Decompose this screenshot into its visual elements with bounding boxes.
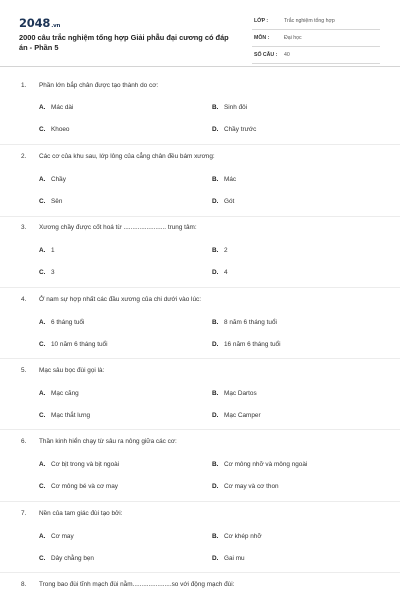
option-letter: C. bbox=[39, 483, 46, 490]
option-letter: D. bbox=[212, 198, 219, 205]
option-letter: B. bbox=[212, 247, 219, 254]
question-text bbox=[21, 296, 201, 303]
option-letter: D. bbox=[212, 412, 219, 419]
option-text: Sên bbox=[51, 198, 63, 205]
question-text bbox=[21, 153, 215, 160]
option-text: Mác bbox=[224, 176, 237, 183]
option-text: Cơ may bbox=[51, 533, 74, 540]
option-text: 10 năm 6 tháng tuổi bbox=[51, 341, 108, 348]
question-divider bbox=[0, 358, 400, 359]
meta-key: MÔN : bbox=[254, 35, 270, 41]
question-number: 3. bbox=[21, 224, 27, 231]
header-divider bbox=[0, 66, 400, 67]
option-letter: B. bbox=[212, 461, 219, 468]
option-b[interactable] bbox=[212, 319, 277, 326]
option-c[interactable] bbox=[39, 269, 55, 276]
option-letter: D. bbox=[212, 269, 219, 276]
option-text: 3 bbox=[51, 269, 55, 276]
question-text bbox=[21, 224, 197, 231]
question-stem: Các cơ của khu sau, lớp lông của cẳng chân đều bám xương: bbox=[39, 153, 215, 160]
option-text: Mạc Dartos bbox=[224, 390, 257, 397]
question-divider bbox=[0, 429, 400, 430]
option-text: 1 bbox=[51, 247, 55, 254]
question-stem: Xương chầy được cốt hoá từ ........................ trung tâm: bbox=[39, 224, 197, 231]
option-letter: C. bbox=[39, 412, 46, 419]
option-letter: C. bbox=[39, 555, 46, 562]
question-number: 5. bbox=[21, 367, 27, 374]
option-letter: A. bbox=[39, 533, 46, 540]
option-letter: A. bbox=[39, 319, 46, 326]
option-text: Khoeo bbox=[51, 126, 70, 133]
meta-key: SỐ CÂU : bbox=[254, 52, 278, 58]
question-stem: Nền của tam giác đùi tạo bởi: bbox=[39, 510, 123, 517]
option-text: 16 năm 6 tháng tuổi bbox=[224, 341, 281, 348]
meta-value: Trắc nghiệm tổng hợp bbox=[284, 18, 335, 24]
document-title: 2000 câu trắc nghiệm tổng hợp Giải phẫu đại cương có đáp án - Phần 5 bbox=[19, 33, 229, 52]
option-letter: D. bbox=[212, 126, 219, 133]
question-divider bbox=[0, 572, 400, 573]
option-a[interactable] bbox=[39, 319, 84, 326]
question-text bbox=[21, 367, 104, 374]
option-letter: A. bbox=[39, 461, 46, 468]
question-divider bbox=[0, 216, 400, 217]
option-a[interactable] bbox=[39, 247, 55, 254]
question-number: 2. bbox=[21, 153, 27, 160]
option-text: Cơ may và cơ thon bbox=[224, 483, 279, 490]
page-header bbox=[0, 0, 400, 66]
option-b[interactable] bbox=[212, 176, 236, 183]
option-text: Gót bbox=[224, 198, 235, 205]
option-letter: A. bbox=[39, 104, 46, 111]
option-c[interactable] bbox=[39, 555, 94, 562]
option-text: Cơ mông nhỡ và mông ngoài bbox=[224, 461, 308, 468]
meta-row-class bbox=[252, 15, 380, 30]
option-b[interactable] bbox=[212, 533, 262, 540]
option-letter: B. bbox=[212, 533, 219, 540]
option-a[interactable] bbox=[39, 461, 119, 468]
question-text bbox=[21, 82, 158, 89]
option-text: Mác dài bbox=[51, 104, 74, 111]
option-text: Gai mu bbox=[224, 555, 245, 562]
option-text: Chầy trước bbox=[224, 126, 257, 133]
option-c[interactable] bbox=[39, 412, 90, 419]
option-text: Mạc thắt lưng bbox=[51, 412, 91, 419]
question-divider bbox=[0, 287, 400, 288]
option-d[interactable] bbox=[212, 126, 256, 133]
option-letter: C. bbox=[39, 198, 46, 205]
option-text: Chầy bbox=[51, 176, 66, 183]
option-letter: D. bbox=[212, 341, 219, 348]
option-text: Mạc Camper bbox=[224, 412, 261, 419]
question-text bbox=[21, 510, 122, 517]
option-a[interactable] bbox=[39, 533, 74, 540]
option-d[interactable] bbox=[212, 483, 279, 490]
question-stem: Trong bao đùi tĩnh mạch đùi nằm......................so với động mạch đùi: bbox=[39, 581, 235, 588]
meta-value: 40 bbox=[284, 52, 290, 58]
option-a[interactable] bbox=[39, 176, 66, 183]
question-number: 7. bbox=[21, 510, 27, 517]
question-divider bbox=[0, 501, 400, 502]
option-d[interactable] bbox=[212, 412, 261, 419]
question-divider bbox=[0, 144, 400, 145]
question-number: 1. bbox=[21, 82, 27, 89]
option-letter: B. bbox=[212, 319, 219, 326]
option-d[interactable] bbox=[212, 341, 281, 348]
option-text: 2 bbox=[224, 247, 228, 254]
option-b[interactable] bbox=[212, 390, 257, 397]
option-c[interactable] bbox=[39, 483, 118, 490]
option-d[interactable] bbox=[212, 198, 234, 205]
meta-key: LỚP : bbox=[254, 18, 269, 24]
meta-info bbox=[252, 15, 380, 66]
site-logo[interactable] bbox=[19, 16, 60, 30]
logo-text: 2048 bbox=[19, 16, 51, 30]
option-letter: B. bbox=[212, 104, 219, 111]
meta-value: Đại học bbox=[284, 35, 302, 41]
option-c[interactable] bbox=[39, 126, 69, 133]
option-letter: C. bbox=[39, 126, 46, 133]
option-c[interactable] bbox=[39, 341, 108, 348]
option-letter: A. bbox=[39, 390, 46, 397]
option-letter: D. bbox=[212, 555, 219, 562]
option-letter: A. bbox=[39, 176, 46, 183]
option-b[interactable] bbox=[212, 247, 228, 254]
option-b[interactable] bbox=[212, 461, 307, 468]
option-a[interactable] bbox=[39, 390, 79, 397]
question-stem: Thần kinh hiển chạy từ sâu ra nông giữa các cơ: bbox=[39, 438, 177, 445]
question-stem: Mạc sâu bọc đùi gọi là: bbox=[39, 367, 105, 374]
option-letter: B. bbox=[212, 390, 219, 397]
question-stem: Phần lớn bắp chân được tạo thành do cơ: bbox=[39, 82, 159, 89]
option-c[interactable] bbox=[39, 198, 62, 205]
option-d[interactable] bbox=[212, 269, 228, 276]
option-text: 8 năm 6 tháng tuổi bbox=[224, 319, 277, 326]
option-text: Dây chằng bẹn bbox=[51, 555, 94, 562]
option-text: Sinh đôi bbox=[224, 104, 248, 111]
option-letter: D. bbox=[212, 483, 219, 490]
question-number: 4. bbox=[21, 296, 27, 303]
question-text bbox=[21, 581, 234, 588]
option-text: Mạc căng bbox=[51, 390, 79, 397]
option-a[interactable] bbox=[39, 104, 73, 111]
logo-suffix: .vn bbox=[51, 23, 61, 29]
option-text: Cơ khép nhỡ bbox=[224, 533, 262, 540]
option-letter: C. bbox=[39, 341, 46, 348]
meta-row-count bbox=[252, 49, 380, 64]
question-number: 8. bbox=[21, 581, 27, 588]
option-text: 6 tháng tuổi bbox=[51, 319, 85, 326]
option-d[interactable] bbox=[212, 555, 245, 562]
meta-row-subject bbox=[252, 32, 380, 47]
option-text: Cơ bịt trong và bịt ngoài bbox=[51, 461, 120, 468]
option-text: 4 bbox=[224, 269, 228, 276]
question-number: 6. bbox=[21, 438, 27, 445]
option-text: Cơ mông bé và cơ may bbox=[51, 483, 118, 490]
option-letter: C. bbox=[39, 269, 46, 276]
question-stem: Ở nam sự hợp nhất các đầu xương của chi dưới vào lúc: bbox=[39, 296, 201, 303]
option-letter: A. bbox=[39, 247, 46, 254]
option-b[interactable] bbox=[212, 104, 247, 111]
question-text bbox=[21, 438, 177, 445]
option-letter: B. bbox=[212, 176, 219, 183]
